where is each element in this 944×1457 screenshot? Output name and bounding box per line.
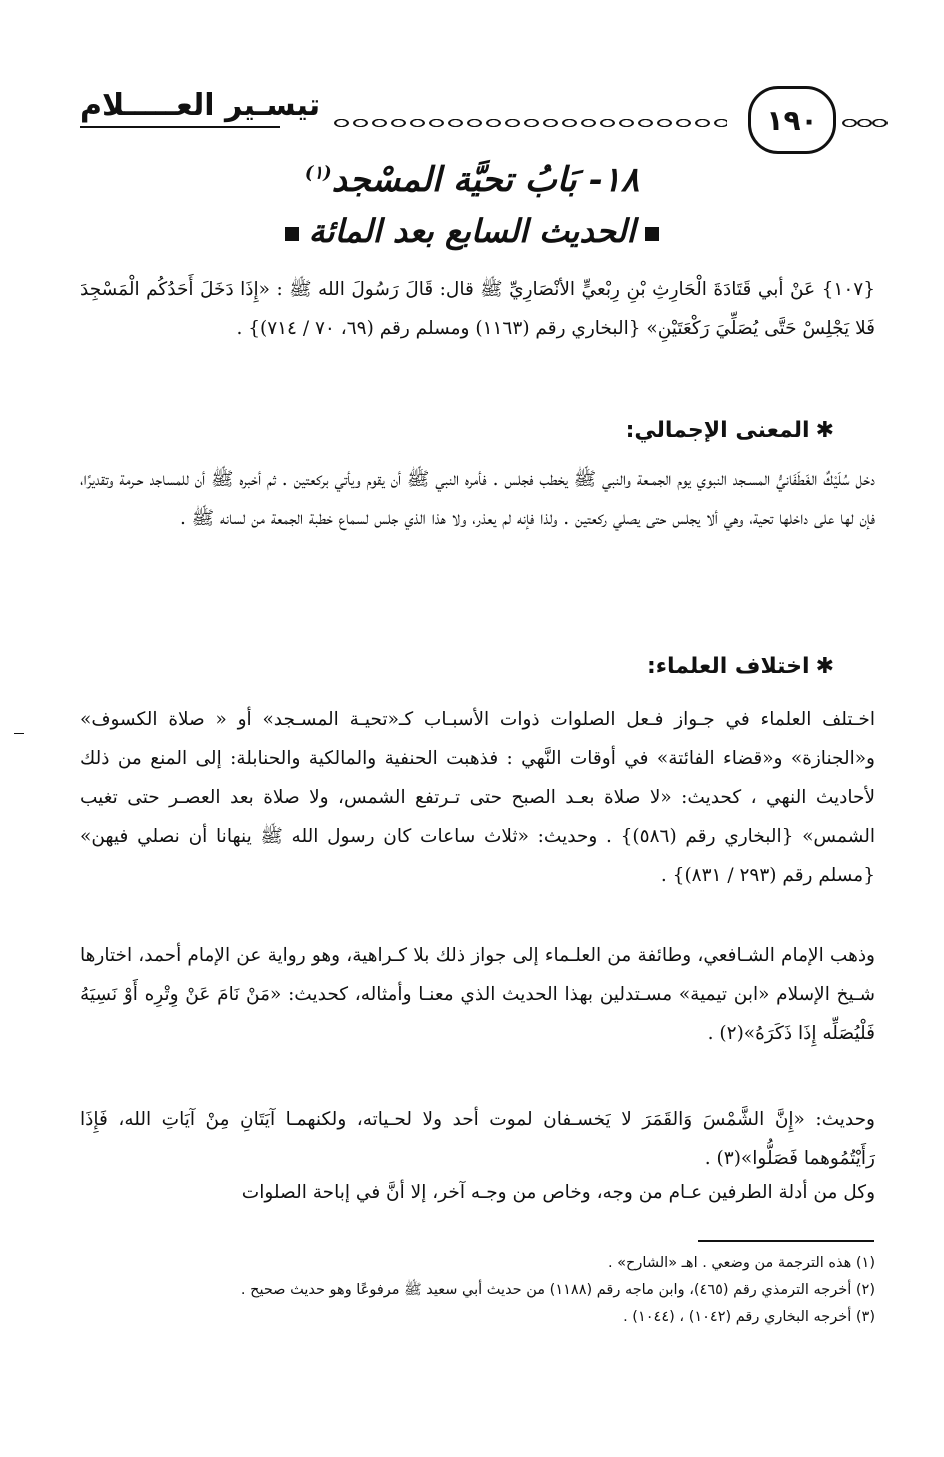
header-ornament-line	[332, 116, 727, 130]
disagreement-heading-text: اختلاف العلماء:	[647, 654, 810, 679]
summary-heading-text: المعنى الإجمالي:	[625, 418, 810, 443]
chapter-footnote-ref: (١)	[304, 162, 332, 184]
footnote-1: (١) هذه الترجمة من وضعي . اهـ «الشارح» .	[607, 1255, 875, 1271]
disagreement-paragraph-3: وحديث: «إِنَّ الشَّمْسَ وَالقَمَرَ لا يَخسـفان لموت أحد ولا لحـياته، ولكنهمـا آيَتَانِ مِنْ آيَاتِ الله، فَإِذَا رَأَيْتُمُوهما فَصَلُّوا»(٣) .	[80, 1109, 875, 1169]
hadith-heading	[0, 212, 944, 250]
square-bullet-icon	[285, 227, 299, 241]
footnote-separator	[698, 1240, 874, 1242]
chapter-title-text: ١٨- بَابُ تحيَّة المسْجد	[331, 160, 640, 200]
disagreement-heading	[647, 654, 834, 679]
hadith-text: {١٠٧} عَنْ أبي قَتَادَةَ الْحَارِثِ بْنِ رِبْعيٍّ الأنْصَارِيِّ ﷺ قال: قَالَ رَسُولَ الله ﷺ : «إِذَا دَخَلَ أَحَدُكُم الْمَسْجِدَ فَلا يَجْلِسْ حَتَّى يُصَلِّيَ رَكْعَتَيْنِ» {البخاري رقم (١١٦٣) ومسلم رقم (٦٩، ٧٠ / ٧١٤)} .	[80, 279, 875, 339]
page-number: ١٩٠	[766, 103, 818, 137]
disagreement-paragraph-1: اخـتلف العلماء في جـواز فـعل الصلوات ذوات الأسبـاب كـ«تحيـة المسـجد» أو « صلاة الكسوف» و«الجنازة» و«قضاء الفائتة» في أوقات النَّهي : فذهبت الحنفية والمالكية والحنابلة: إلى المنع من ذلك لأحاديث النهي ، كحديث: «لا صلاة بعـد الصبح حتى تـرتفع الشمس، ولا صلاة بعد العصـر حتى تغيب الشمس» {البخاري رقم (٥٨٦)} . وحديث: «ثلاث ساعات كان رسول الله ﷺ ينهانا أن نصلي فيهن» {مسلم رقم (٢٩٣ / ٨٣١)} .	[80, 709, 875, 886]
disagreement-paragraph-2: وذهب الإمام الشـافعي، وطائفة من العلـماء إلى جواز ذلك بلا كـراهية، وهو رواية عن الإمام أحمد، اختارها شـيخ الإسلام «ابن تيمية» مسـتدلين بهذا الحديث الذي معنـا وأمثاله، كحديث: «مَنْ نَامَ عَنْ وِتْرِه أَوْ نَسِيَهُ فَلْيُصَلِّه إِذَا ذَكَرَهُ»(٢) .	[80, 945, 875, 1044]
margin-mark	[14, 733, 24, 734]
chapter-title	[0, 160, 944, 200]
asterisk-icon: ✱	[815, 418, 834, 443]
book-title: تيسـير العـــــلام	[80, 88, 321, 123]
footnotes	[80, 1250, 875, 1331]
page-number-badge	[748, 86, 836, 154]
square-bullet-icon	[645, 227, 659, 241]
summary-paragraph: دخل سُلَيْكٌ الغَطَفَانيُّ المسـجد النبوي يوم الجمـعة والنبي ﷺ يخطب فجلس . فأمره النبي ﷺ أن يقوم ويأتي بركعتين . ثم أخبره ﷺ أن للمساجد حـرمة وتقديرًا، فإن لها على داخلها تحية، وهي ألا يجلس حتى يصلي ركعتين . ولذا فإنه لم يعذر، ولا هذا الذي جلس لسماع خطبة الجمعة من لسانه ﷺ .	[80, 469, 875, 529]
title-underline	[80, 126, 280, 128]
disagreement-paragraph-4: وكل من أدلة الطرفين عـام من وجه، وخاص من وجـه آخر، إلا أنَّ في إباحة الصلوات	[241, 1182, 875, 1203]
hadith-heading-text: الحديث السابع بعد المائة	[308, 212, 636, 250]
summary-heading	[626, 418, 834, 443]
footnote-2: (٢) أخرجه الترمذي رقم (٤٦٥)، وابن ماجه رقم (١١٨٨) من حديث أبي سعيد ﷺ مرفوعًا وهو حديث صحيح .	[240, 1282, 875, 1298]
asterisk-icon: ✱	[815, 654, 834, 679]
header-ornament-small	[842, 116, 888, 130]
page-header	[60, 82, 890, 152]
footnote-3: (٣) أخرجه البخاري رقم (١٠٤٢) ، (١٠٤٤) .	[623, 1309, 875, 1325]
